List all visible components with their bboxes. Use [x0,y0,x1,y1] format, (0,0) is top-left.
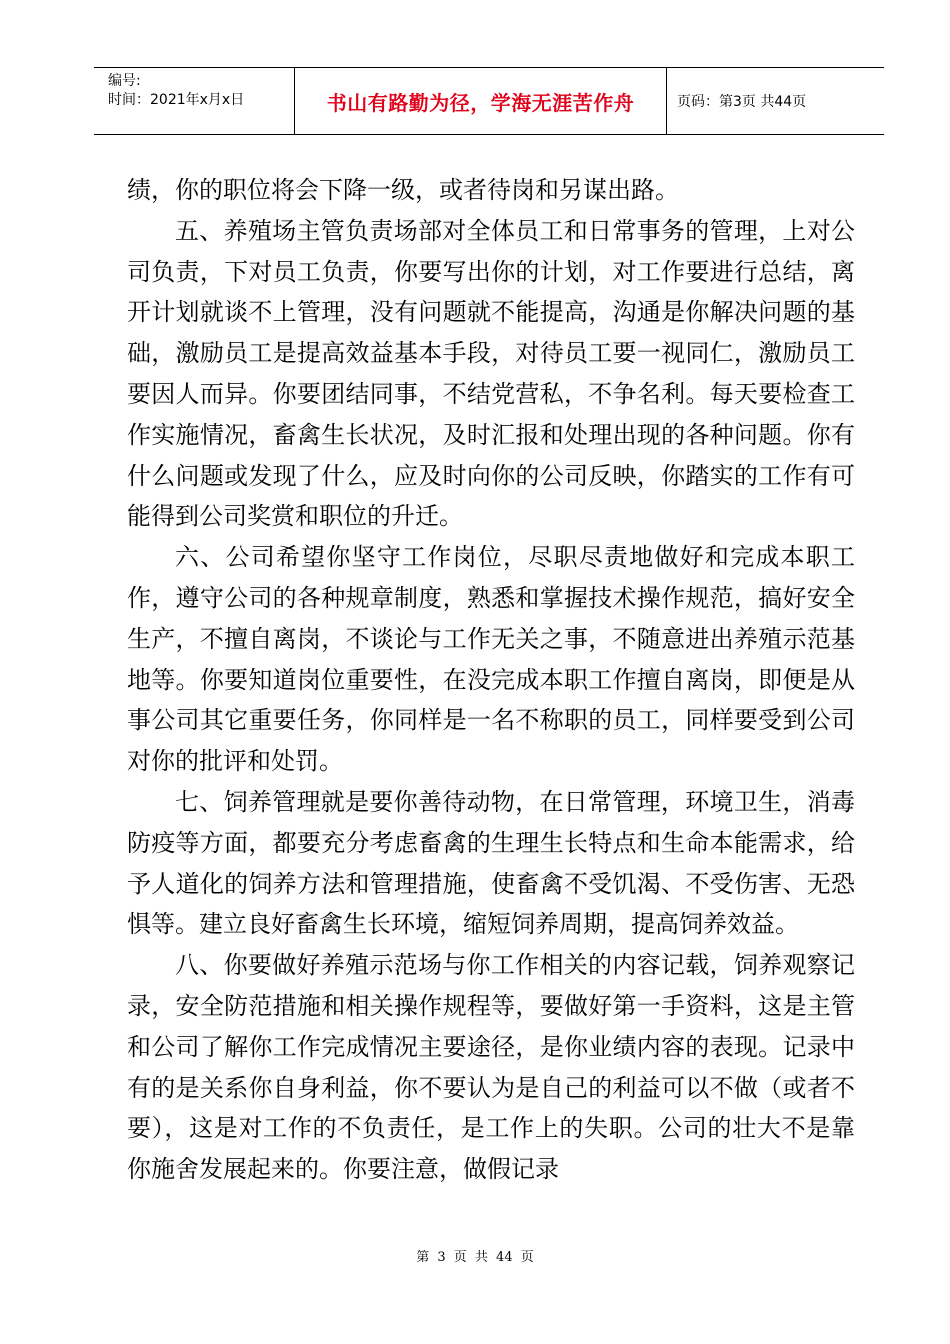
paragraph-item-6: 六、公司希望你坚守工作岗位，尽职尽责地做好和完成本职工作，遵守公司的各种规章制度，熟悉和掌握技术操作规范，搞好安全生产，不擅自离岗，不谈论与工作无关之事，不随意进出养殖示范基地等。你要知道岗位重要性，在没完成本职工作擅自离岗，即便是从事公司其它重要任务，你同样是一名不称职的员工，同样要受到公司对你的批评和处罚。 [127,543,855,776]
header-page-info: 页码：第3页 共44页 [677,94,807,110]
paragraph-continuation: 绩，你的职位将会下降一级，或者待岗和另谋出路。 [127,176,679,204]
document-body [127,170,855,1190]
paragraph-item-7: 七、饲养管理就是要你善待动物，在日常管理，环境卫生，消毒防疫等方面，都要充分考虑畜禽的生理生长特点和生命本能需求，给予人道化的饲养方法和管理措施，使畜禽不受饥渴、不受伤害、无恐惧等。建立良好畜禽生长环境，缩短饲养周期，提高饲养效益。 [127,787,855,939]
header-meta [94,68,295,134]
page-footer: 第 3 页 共 44 页 [416,1250,534,1265]
page-header [94,67,884,135]
paragraph-item-8: 八、你要做好养殖示范场与你工作相关的内容记载，饲养观察记录，安全防范措施和相关操作规程等，要做好第一手资料，这是主管和公司了解你工作完成情况主要途径，是你业绩内容的表现。记录中有的是关系你自身利益，你不要认为是自己的利益可以不做（或者不要），这是对工作的不负责任，是工作上的失职。公司的壮大不是靠你施舍发展起来的。你要注意，做假记录 [127,951,855,1184]
document-number: 编号: [108,73,141,89]
document-time: 时间：2021年x月x日 [108,92,245,108]
header-motto: 书山有路勤为径，学海无涯苦作舟 [295,68,667,134]
paragraph-item-5: 五、养殖场主管负责场部对全体员工和日常事务的管理，上对公司负责，下对员工负责，你要写出你的计划，对工作要进行总结，离开计划就谈不上管理，没有问题就不能提高，沟通是你解决问题的基础，激励员工是提高效益基本手段，对待员工要一视同仁，激励员工要因人而异。你要团结同事，不结党营私，不争名利。每天要检查工作实施情况，畜禽生长状况，及时汇报和处理出现的各种问题。你有什么问题或发现了什么，应及时向你的公司反映，你踏实的工作有可能得到公司奖赏和职位的升迁。 [127,216,855,531]
